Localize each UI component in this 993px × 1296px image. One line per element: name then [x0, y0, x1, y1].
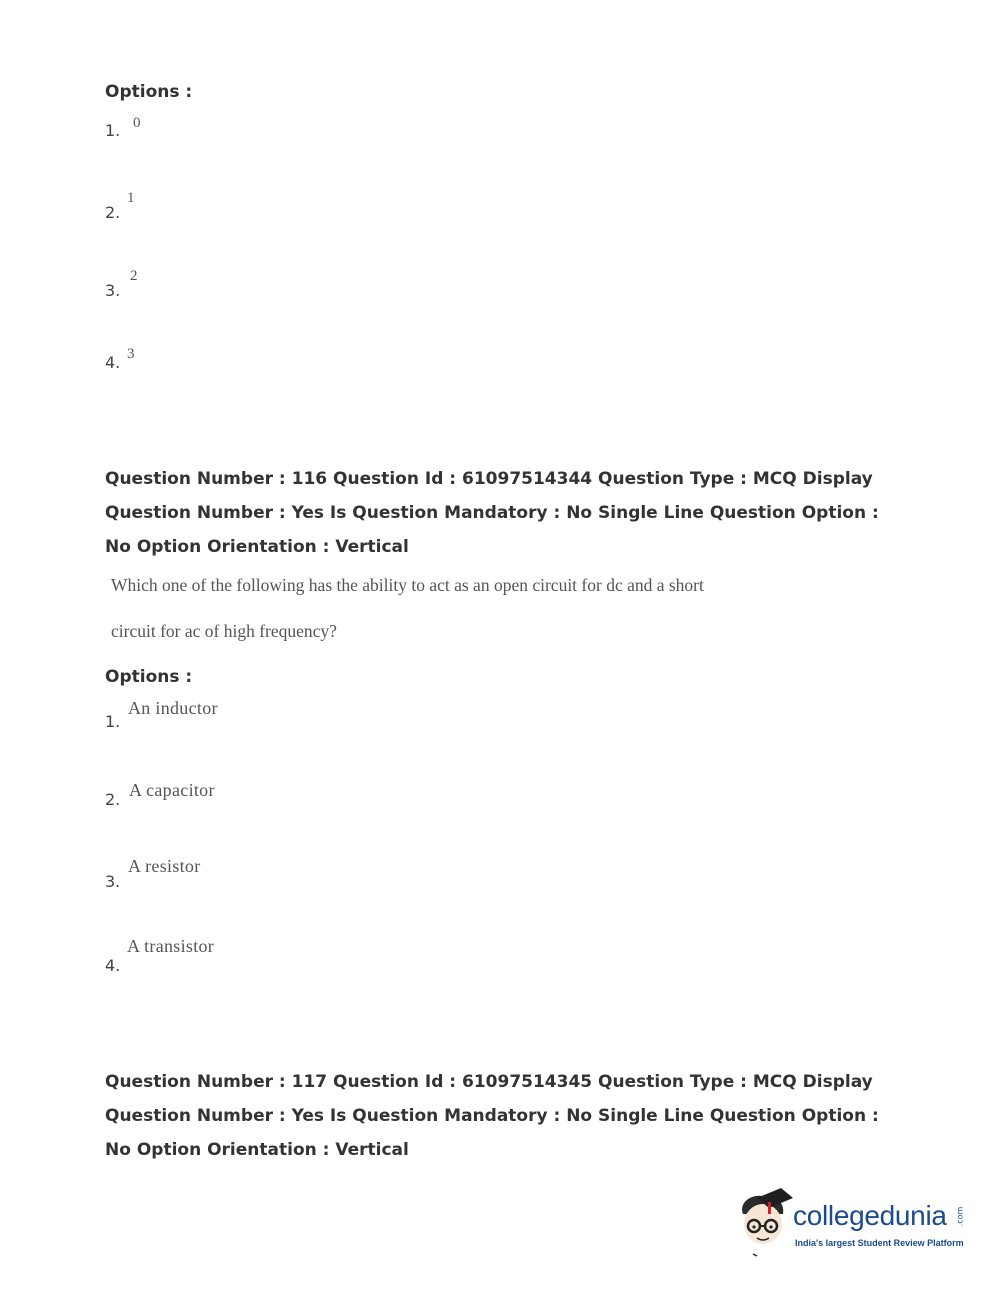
option-value: A transistor: [127, 936, 215, 956]
options-heading: Options :: [105, 667, 193, 687]
question-116-meta: Question Number : 116 Question Id : 61097514344 Question Type : MCQ Display Question Number : Yes Is Question Mandatory : No Single Line Question Option : No Option Orientation : Vertical: [105, 469, 879, 557]
logo-suffix: .com: [955, 1206, 965, 1227]
option-number: 4.: [105, 956, 121, 975]
logo-wordmark: collegedunia: [793, 1200, 947, 1231]
options-heading: Options :: [105, 82, 193, 102]
option-number: 3.: [105, 281, 121, 300]
option-number: 1.: [105, 121, 121, 140]
option-value: 2: [130, 268, 138, 284]
option-value: A resistor: [128, 856, 201, 876]
option-number: 1.: [105, 712, 121, 731]
question-117-meta: Question Number : 117 Question Id : 61097514345 Question Type : MCQ Display Question Number : Yes Is Question Mandatory : No Single Line Question Option : No Option Orientation : Vertical: [105, 1072, 879, 1160]
option-value: 0: [133, 115, 141, 131]
option-value: 1: [127, 190, 135, 206]
mascot-icon: [735, 1188, 795, 1258]
collegedunia-logo: [735, 1188, 965, 1258]
option-number: 4.: [105, 353, 121, 372]
logo-tagline: India's largest Student Review Platform: [795, 1238, 964, 1248]
option-value: An inductor: [128, 698, 218, 718]
question-116-text: Which one of the following has the ability to act as an open circuit for dc and a short circuit for ac of high frequency?: [111, 575, 704, 641]
option-value: A capacitor: [129, 780, 215, 800]
option-number: 2.: [105, 203, 121, 222]
option-number: 2.: [105, 790, 121, 809]
option-number: 3.: [105, 872, 121, 891]
option-value: 3: [127, 346, 135, 362]
